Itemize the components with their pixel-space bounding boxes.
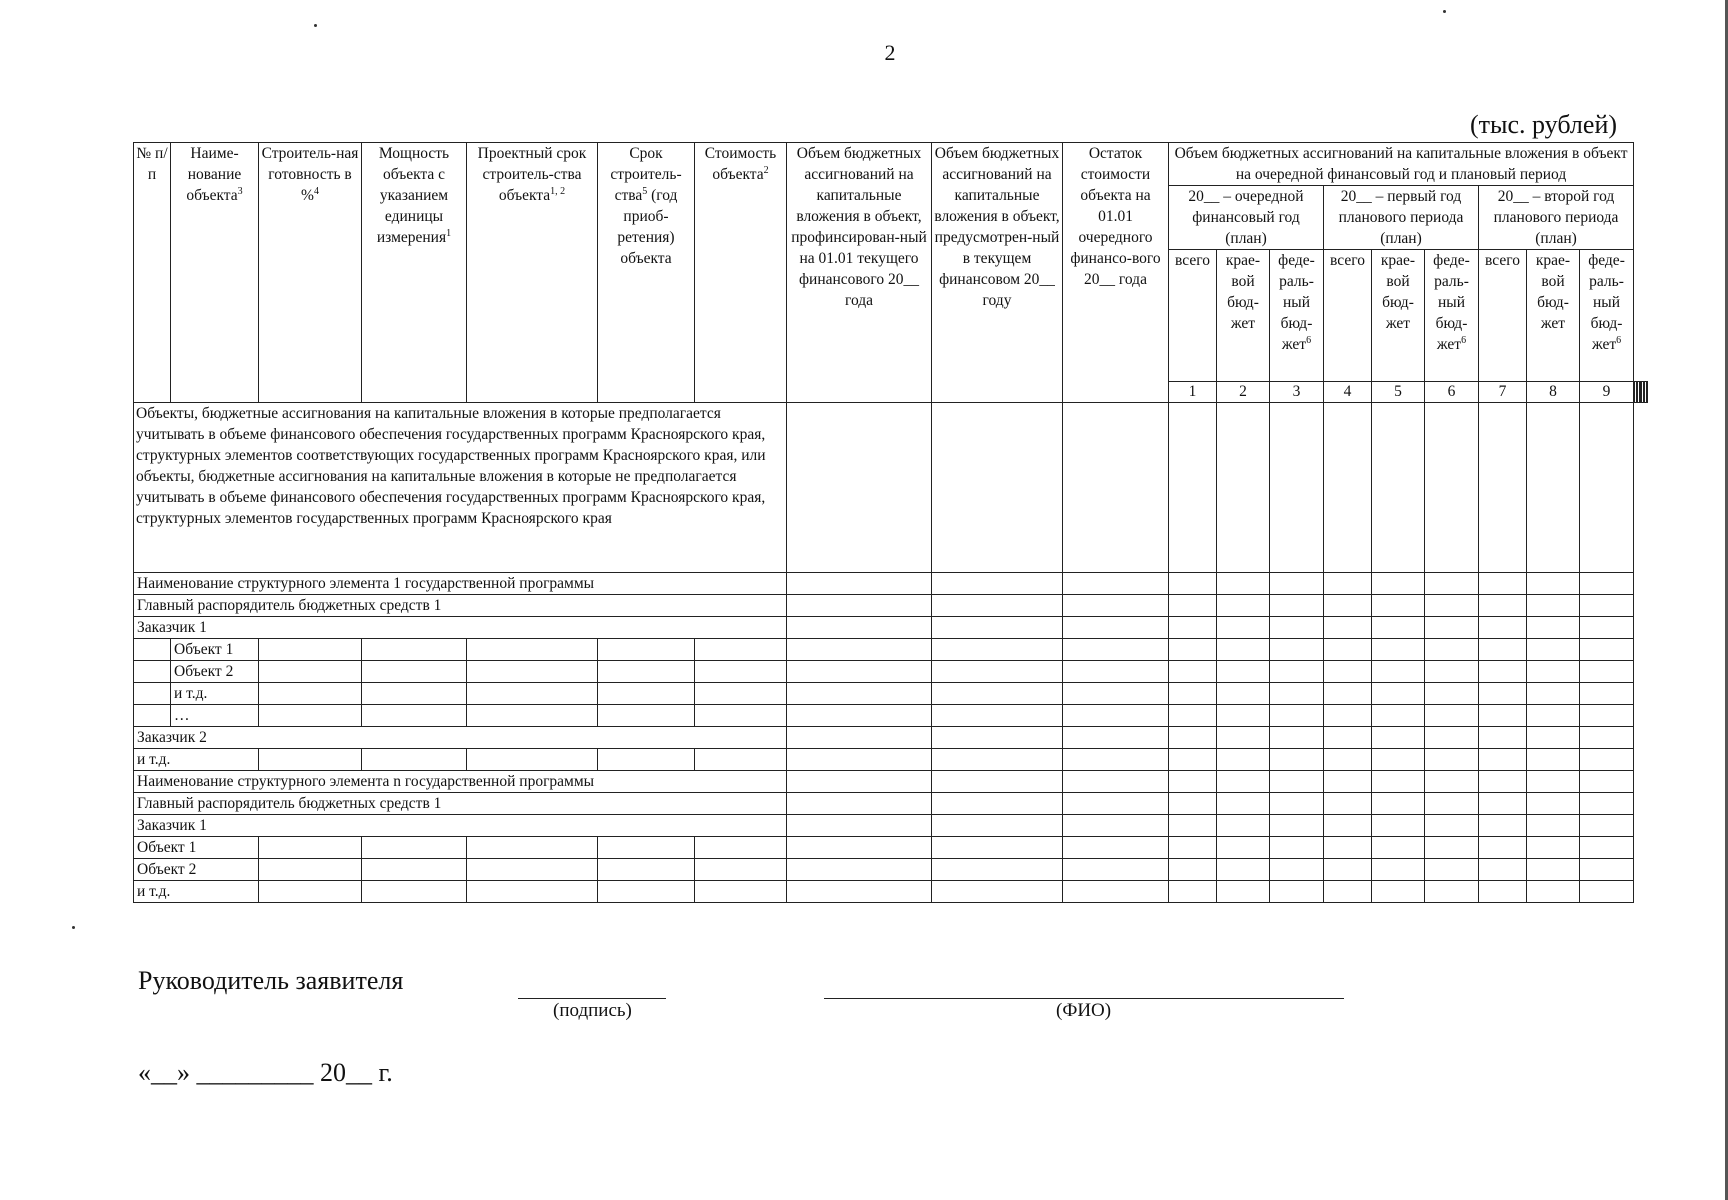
row-etc: и т.д. (171, 683, 259, 705)
row-element-1: Наименование структурного элемента 1 государственной программы (134, 573, 787, 595)
units-label: (тыс. рублей) (1470, 110, 1618, 139)
hdr-year3: 20__ – второй год планового периода (план) (1479, 186, 1634, 250)
hdr-readiness: Строитель-ная готовность в %$^4$ (259, 143, 362, 403)
row-object-1b: Объект 1 (134, 837, 259, 859)
row-etc-2: и т.д. (134, 749, 259, 771)
hdr-remaining-cost: Остаток стоимости объекта на 01.01 очередного финансо-вого 20__ года (1063, 143, 1169, 403)
date-line: «__» _________ 20__ г. (138, 1058, 393, 1087)
row-ellipsis: … (171, 705, 259, 727)
column-number-cell: 5 (1372, 382, 1425, 403)
column-number-cell (1646, 382, 1647, 403)
column-number-cell: 9 (1580, 382, 1634, 403)
row-element-n: Наименование структурного элемента n государственной программы (134, 771, 787, 793)
head-of-applicant-label: Руководитель заявителя (138, 966, 404, 995)
hdr-design-term: Проектный срок строитель-ства объекта$^{1, 2}$ (467, 143, 598, 403)
hdr-object-name: Наиме-нование объекта$^3$ (171, 143, 259, 403)
column-number-cell: 3 (1270, 382, 1324, 403)
column-number-cell: 4 (1324, 382, 1372, 403)
capital-investment-table (133, 142, 1648, 903)
hdr-cost: Стоимость объекта$^2$ (695, 143, 787, 403)
hdr-number: № п/п (134, 143, 171, 403)
intro-text: Объекты, бюджетные ассигнования на капитальные вложения в которые предполагается учитывать в объеме финансового обеспечения государственных программ Красноярского края, структурных элементов соответствующих государственных программ Красноярского края, или объекты, бюджетные ассигнования на капитальные вложения в которые не предполагается учитывать в объеме финансового обеспечения государственных программ Красноярского края, структурных элементов государственных программ Красноярского края (134, 403, 787, 573)
signature-line (518, 998, 666, 999)
hdr-federal: феде-раль-ный бюд-жет$^6$ (1580, 250, 1634, 382)
row-object-1: Объект 1 (171, 639, 259, 661)
hdr-financed-volume: Объем бюджетных ассигнований на капитальные вложения в объект, профинсирован-ный на 01.01 текущего финансового 20__ года (787, 143, 932, 403)
row-customer-1: Заказчик 1 (134, 617, 787, 639)
column-number-cell: 7 (1479, 382, 1527, 403)
hdr-capacity: Мощность объекта с указанием единицы измерения$^1$ (362, 143, 467, 403)
row-object-2b: Объект 2 (134, 859, 259, 881)
row-customer-1b: Заказчик 1 (134, 815, 787, 837)
hdr-regional: крае-вой бюд-жет (1527, 250, 1580, 382)
column-number-cell: 2 (1217, 382, 1270, 403)
hdr-budget-group: Объем бюджетных ассигнований на капитальные вложения в объект на очередной финансовый год и плановый период (1169, 143, 1634, 186)
hdr-regional: крае-вой бюд-жет (1217, 250, 1270, 382)
hdr-federal: феде-раль-ный бюд-жет$^6$ (1425, 250, 1479, 382)
hdr-total: всего (1479, 250, 1527, 382)
hdr-planned-volume: Объем бюджетных ассигнований на капитальные вложения в объект, предусмотрен-ный в текущем финансовом 20__ году (932, 143, 1063, 403)
row-manager-1: Главный распорядитель бюджетных средств 1 (134, 595, 787, 617)
scan-speck (314, 24, 317, 27)
row-etc-3: и т.д. (134, 881, 259, 903)
column-number-cell: 1 (1169, 382, 1217, 403)
hdr-year2: 20__ – первый год планового периода (план) (1324, 186, 1479, 250)
scan-speck (72, 926, 75, 929)
scan-speck (1443, 10, 1446, 13)
signature-caption: (подпись) (553, 1000, 632, 1021)
row-object-2: Объект 2 (171, 661, 259, 683)
hdr-federal: феде-раль-ный бюд-жет$^6$ (1270, 250, 1324, 382)
row-customer-2: Заказчик 2 (134, 727, 787, 749)
hdr-total: всего (1169, 250, 1217, 382)
row-manager-1b: Главный распорядитель бюджетных средств 1 (134, 793, 787, 815)
hdr-construction-term: Срок строитель-ства$^5$ (год приоб-ретения) объекта (598, 143, 695, 403)
hdr-total: всего (1324, 250, 1372, 382)
name-caption: (ФИО) (1056, 1000, 1112, 1021)
hdr-year1: 20__ – очередной финансовый год (план) (1169, 186, 1324, 250)
column-number-cell: 6 (1425, 382, 1479, 403)
name-line (824, 998, 1344, 999)
page-number: 2 (884, 40, 896, 65)
hdr-regional: крае-вой бюд-жет (1372, 250, 1425, 382)
column-number-cell: 8 (1527, 382, 1580, 403)
